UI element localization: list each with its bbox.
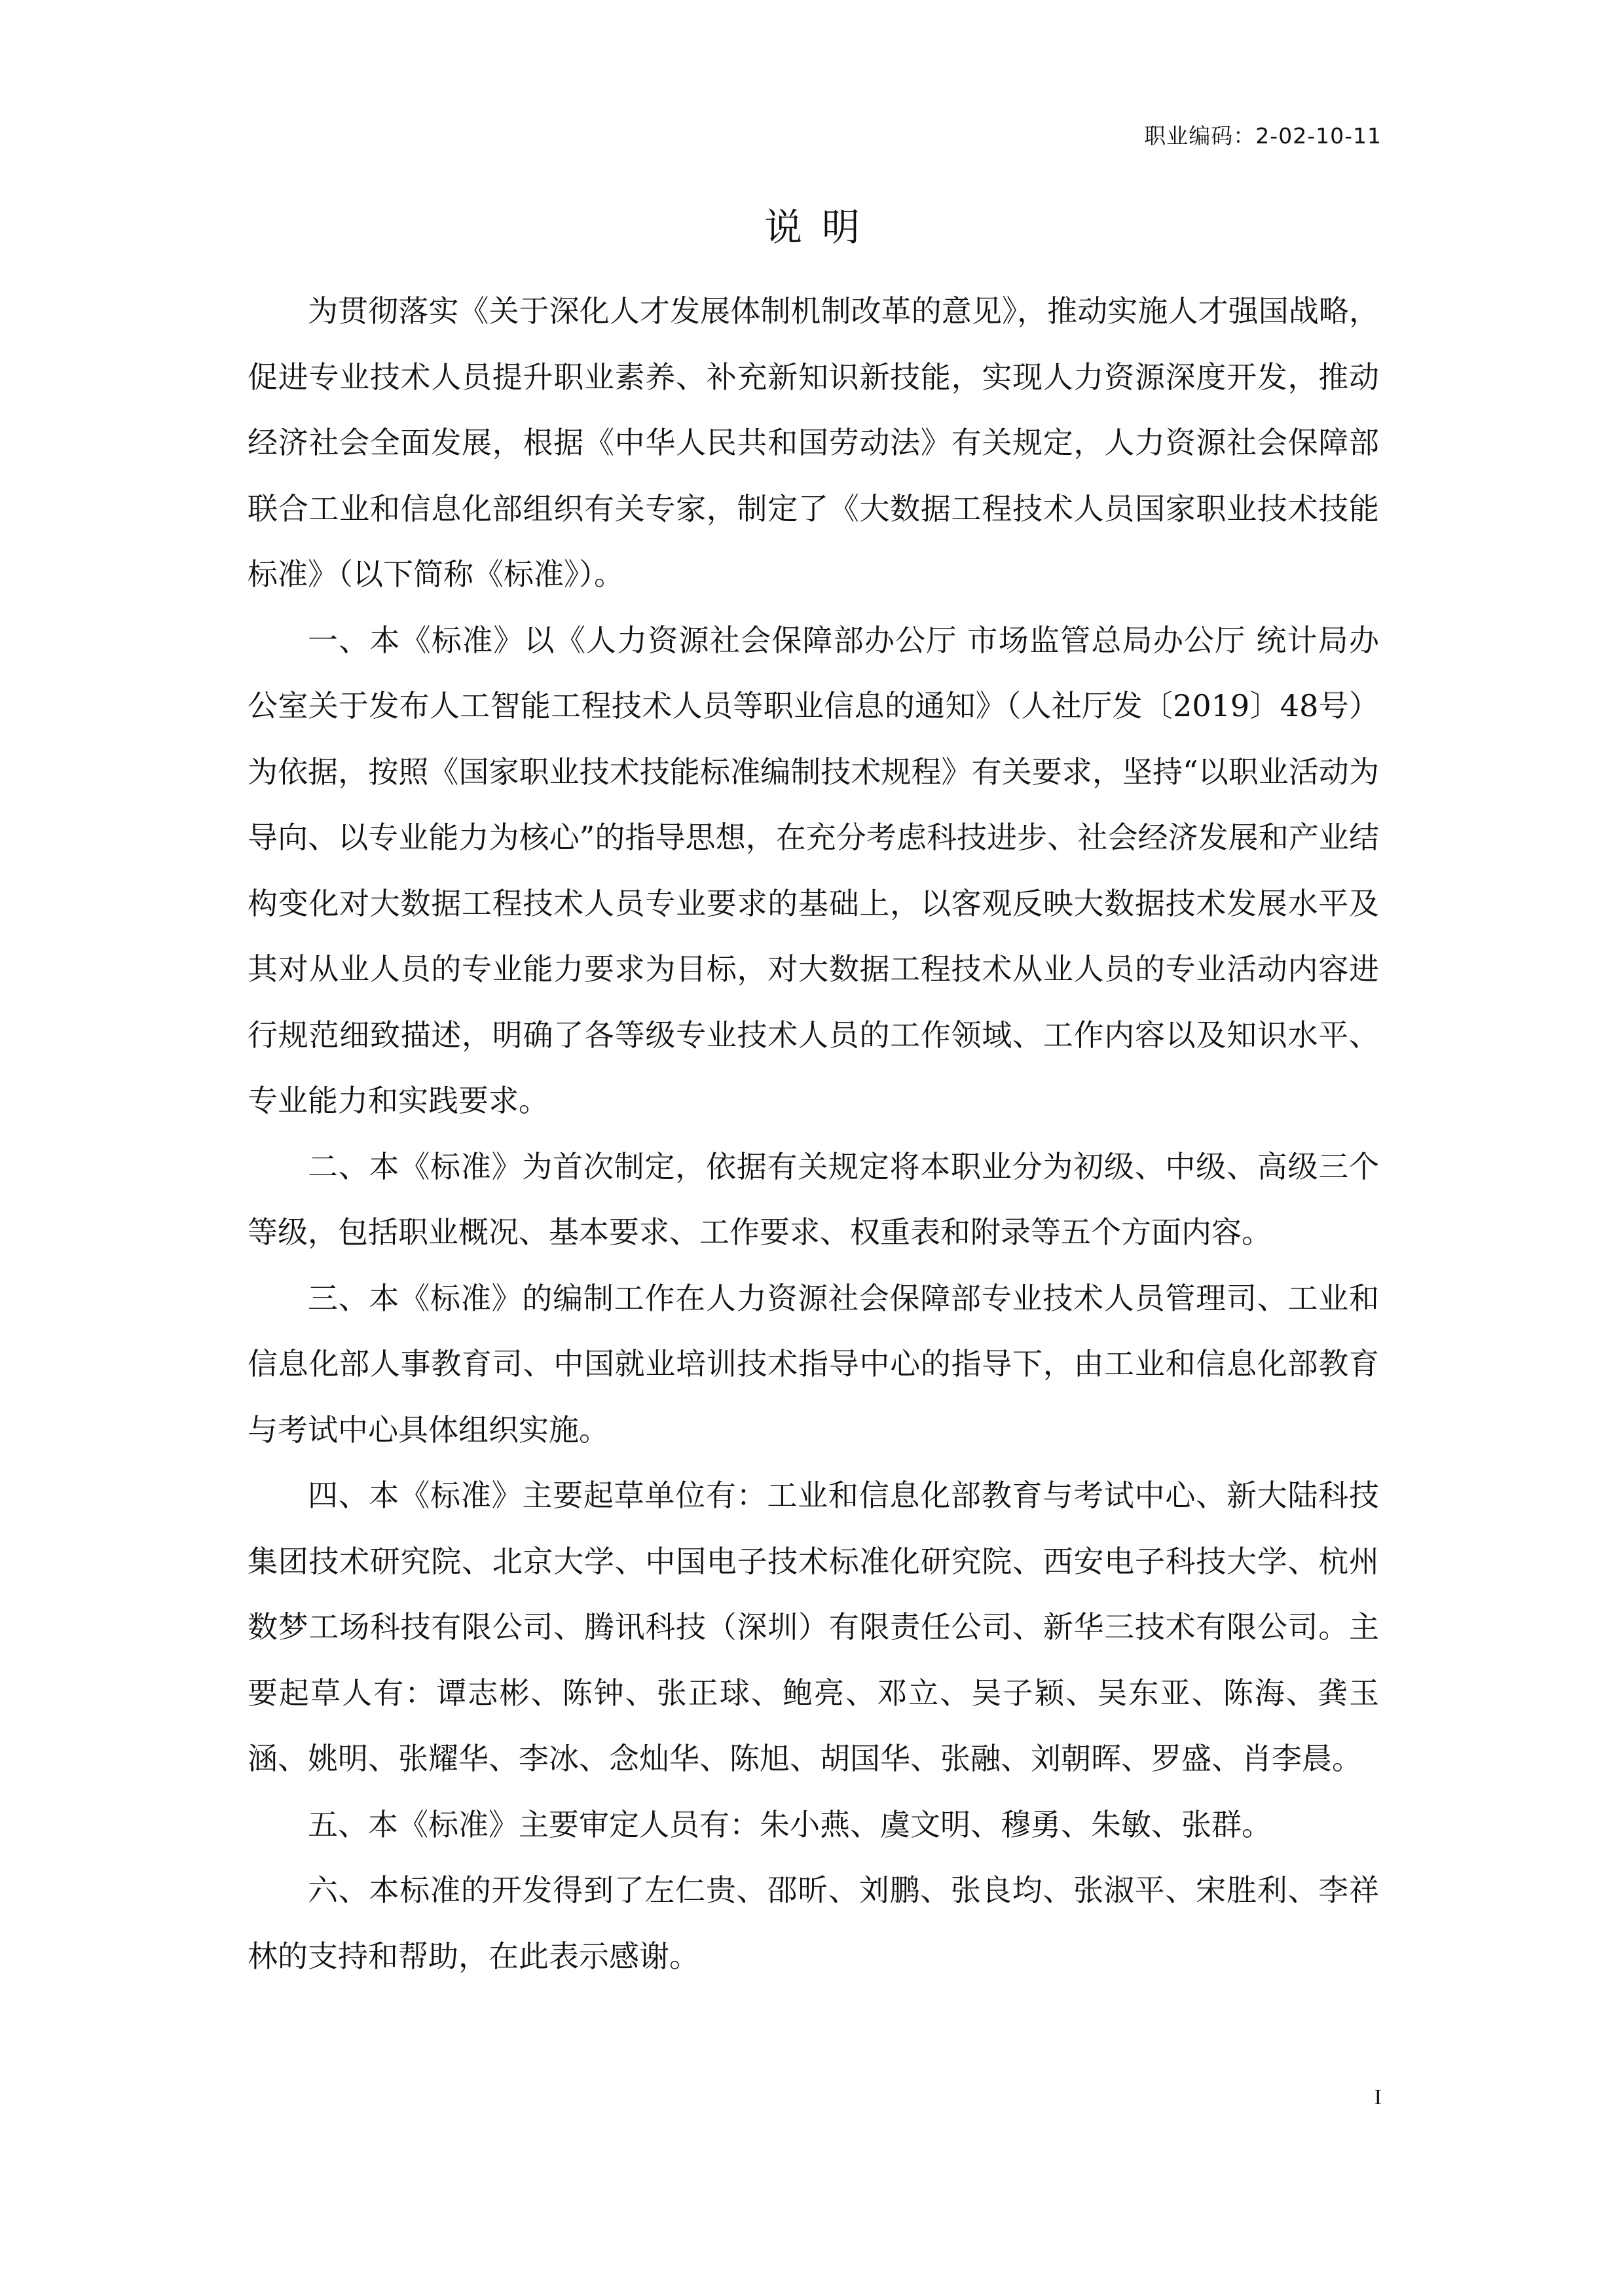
paragraph-reviewers: 五、本《标准》主要审定人员有：朱小燕、虞文明、穆勇、朱敏、张群。 [308,1806,1272,1842]
document-body [248,278,1379,1989]
page-number: I [1374,2085,1382,2109]
paragraph-acknowledgement: 六、本标准的开发得到了左仁贵、邵昕、刘鹏、张良均、张淑平、宋胜利、李祥林的支持和帮助，在此表示感谢。 [248,1872,1379,1974]
page-title: 说明 [764,205,879,249]
paragraph-drafters: 四、本《标准》主要起草单位有：工业和信息化部教育与考试中心、新大陆科技集团技术研究院、北京大学、中国电子技术标准化研究院、西安电子科技大学、杭州数梦工场科技有限公司、腾讯科技（深圳）有限责任公司、新华三技术有限公司。主要起草人有：谭志彬、陈钟、张正球、鲍亮、邓立、吴子颖、吴东亚、陈海、龚玉涵、姚明、张耀华、李冰、念灿华、陈旭、胡国华、张融、刘朝晖、罗盛、肖李晨。 [248,1478,1379,1776]
paragraph-levels: 二、本《标准》为首次制定，依据有关规定将本职业分为初级、中级、高级三个等级，包括职业概况、基本要求、工作要求、权重表和附录等五个方面内容。 [248,1148,1379,1250]
occupation-code: 职业编码：2-02-10-11 [1144,123,1382,149]
intro-paragraph: 为贯彻落实《关于深化人才发展体制机制改革的意见》，推动实施人才强国战略，促进专业技术人员提升职业素养、补充新知识新技能，实现人力资源深度开发，推动经济社会全面发展，根据《中华人民共和国劳动法》有关规定，人力资源社会保障部联合工业和信息化部组织有关专家，制定了《大数据工程技术人员国家职业技术技能标准》（以下简称《标准》）。 [248,293,1379,592]
paragraph-organization: 三、本《标准》的编制工作在人力资源社会保障部专业技术人员管理司、工业和信息化部人事教育司、中国就业培训技术指导中心的指导下，由工业和信息化部教育与考试中心具体组织实施。 [248,1280,1379,1448]
paragraph-basis: 一、本《标准》以《人力资源社会保障部办公厅 市场监管总局办公厅 统计局办公室关于发布人工智能工程技术人员等职业信息的通知》（人社厅发〔2019〕48号）为依据，按照《国家职业技术技能标准编制技术规程》有关要求，坚持“以职业活动为导向、以专业能力为核心”的指导思想，在充分考虑科技进步、社会经济发展和产业结构变化对大数据工程技术人员专业要求的基础上，以客观反映大数据技术发展水平及其对从业人员的专业能力要求为目标，对大数据工程技术从业人员的专业活动内容进行规范细致描述，明确了各等级专业技术人员的工作领域、工作内容以及知识水平、专业能力和实践要求。 [248,622,1379,1118]
